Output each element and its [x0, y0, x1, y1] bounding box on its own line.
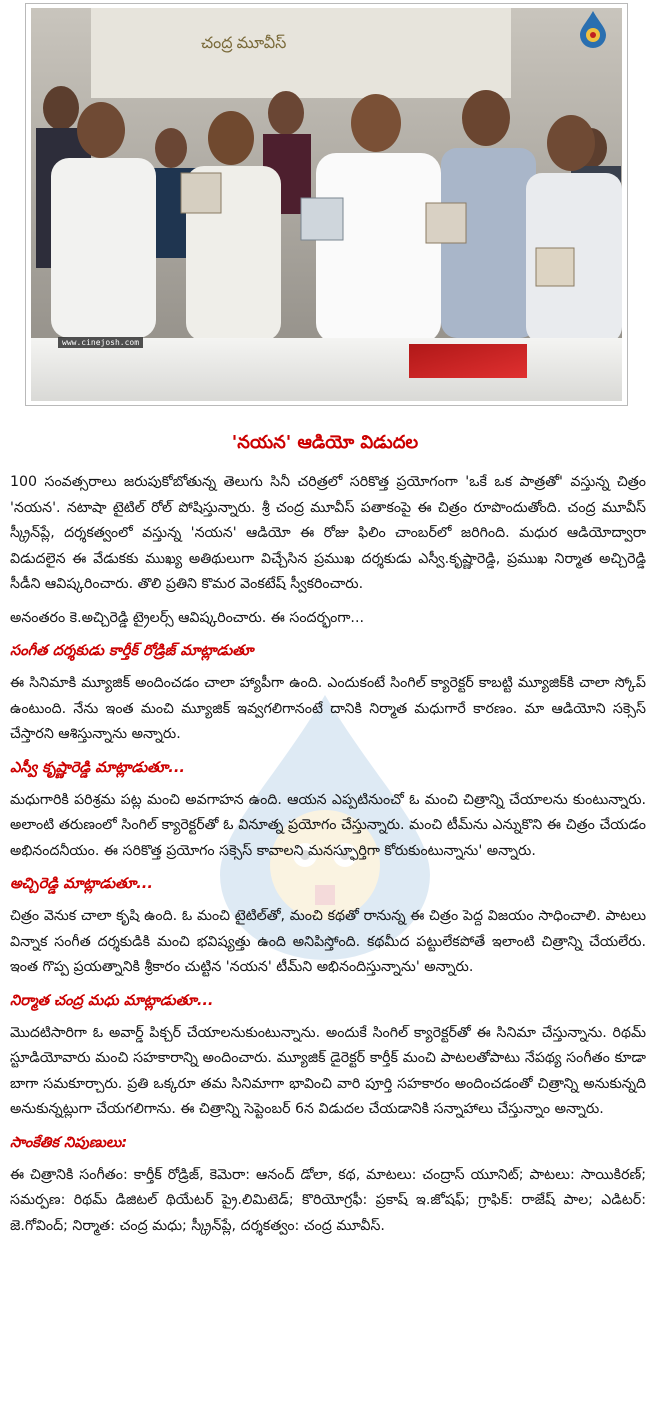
section-heading: సాంకేతిక నిపుణులు:	[10, 1133, 128, 1151]
section-heading: నిర్మాత చంద్ర మధు మాట్లాడుతూ...	[10, 991, 214, 1009]
section-paragraph: ఈ సినిమాకి మ్యూజిక్ అందించడం చాలా హ్యాపీగా ఉంది. ఎందుకంటే సింగిల్ క్యారెక్టర్ కాబట్టి మ్యూజిక్‌కి చాలా స్కోప్ ఉంటుంది. నేను ఇంత మంచి మ్యూజిక్ ఇవ్వగలిగానంటే దానికి నిర్మాత మధుగారే కారణం. మా ఆడియోని సక్సెస్ చేస్తారని ఆశిస్తున్నాను అన్నారు.	[10, 675, 646, 742]
cinejosh-logo-icon	[579, 10, 607, 48]
section-paragraph: మధుగారికి పరిశ్రమ పట్ల మంచి అవగాహన ఉంది. ఆయన ఎప్పటినుంచో ఓ మంచి చిత్రాన్ని చేయాలను కుంటున్నారు. అలాంటి తరుణంలో సింగిల్ క్యారెక్టర్‌తో ఓ వినూత్న ప్రయోగం చేస్తున్నారు. మంచి టీమ్‌ను ఎన్నుకొని ఈ చిత్రం చేయడం అభినందనీయం. ఈ సరికొత్త ప్రయోగం సక్సెస్ కావాలని మనస్ఫూర్తిగా కోరుకుంటున్నాను' అన్నారు.	[10, 791, 646, 859]
photo-frame	[25, 3, 628, 406]
transition-paragraph: అనంతరం కె.అచ్చిరెడ్డి ట్రైలర్స్ ఆవిష్కరించారు. ఈ సందర్భంగా...	[10, 609, 364, 626]
article-headline: 'నయన' ఆడియో విడుదల	[231, 432, 419, 453]
site-watermark: www.cinejosh.com	[58, 337, 143, 348]
intro-paragraph: 100 సంవత్సరాలు జరుపుకోబోతున్న తెలుగు సినీ చరిత్రలో సరికొత్త ప్రయోగంగా 'ఒకే ఒక పాత్రతో' వస్తున్న చిత్రం 'నయన'. నటాషా టైటిల్ రోల్ పోషిస్తున్నారు. శ్రీ చంద్ర మూవీస్ పతాకంపై ఈ చిత్రం రూపొందుతోంది. చంద్ర మూవీస్ స్క్రీన్‌ప్లే, దర్శకత్వంలో వస్తున్న 'నయన' ఆడియో ఈ రోజు ఫిలిం చాంబర్‌లో జరిగింది. మధుర ఆడియోద్వారా విడుదలైన ఈ వేడుకకు ముఖ్య అతిథులుగా విచ్చేసిన ప్రముఖ దర్శకుడు ఎస్వీ.కృష్ణారెడ్డి, ప్రముఖ నిర్మాత అచ్చిరెడ్డి సీడీని ఆవిష్కరించారు. తొలి ప్రతిని కొమర వెంకటేష్ స్వీకరించారు.	[10, 474, 646, 592]
section-heading: అచ్చిరెడ్డి మాట్లాడుతూ...	[10, 875, 153, 892]
article-body	[10, 470, 646, 1247]
section-heading: సంగీత దర్శకుడు కార్తీక్ రోడ్రిజ్ మాట్లాడుతూ	[10, 642, 254, 659]
section-heading: ఎస్వీ కృష్ణారెడ్డి మాట్లాడుతూ...	[10, 758, 185, 776]
section-paragraph: చిత్రం వెనుక చాలా కృషి ఉంది. ఓ మంచి టైటిల్‌తో, మంచి కథతో రానున్న ఈ చిత్రం పెద్ద విజయం సాధించాలి. పాటలు విన్నాక సంగీత దర్శకుడికి మంచి భవిష్యత్తు ఉంది అనిపిస్తోంది. కథమీద పట్టులేకపోతే ఇలాంటి చిత్రాన్ని చేయలేరు. ఇంత గొప్ప ప్రయత్నానికి శ్రీకారం చుట్టిన 'నయన' టీమ్‌ని అభినందిస్తున్నాను' అన్నారు.	[10, 908, 646, 975]
section-paragraph: మొదటిసారిగా ఓ అవార్డ్ పిక్చర్ చేయాలనుకుంటున్నాను. అందుకే సింగిల్ క్యారెక్టర్‌తో ఈ సినిమా చేస్తున్నాను. రిథమ్ స్టూడియోవారు మంచి సహకారాన్ని అందించారు. మ్యూజిక్ డైరెక్టర్ కార్తీక్ మంచి పాటలతోపాటు నేపథ్య సంగీతం కూడా బాగా సమకూర్చారు. ప్రతి ఒక్కరూ తమ సినిమాగా భావించి వారి పూర్తి సహకారం అందించడంతో చిత్రాన్ని అనుకున్నది అనుకున్నట్లుగా చేయగలిగాను. ఈ చిత్రాన్ని సెప్టెంబర్ 6న విడుదల చేయడానికి సన్నాహాలు చేస్తున్నాం అన్నారు.	[10, 1024, 646, 1117]
banner-text: చంద్ర మూవీస్	[201, 35, 287, 52]
section-paragraph: ఈ చిత్రానికి సంగీతం: కార్తీక్ రోడ్రిజ్, కెమెరా: ఆనంద్ డోలా, కథ, మాటలు: చంద్రాస్ యూనిట్; పాటలు: సాయికిరణ్; సమర్పణ: రిథమ్ డిజిటల్ థియేటర్ ప్రై.లిమిటెడ్; కొరియోగ్రఫీ: ప్రకాష్ ఇ.జోషఫ్; గ్రాఫిక్: రాజేష్ పాల; ఎడిటర్: జె.గోవింద్; నిర్మాత: చంద్ర మధు; స్క్రీన్‌ప్లే, దర్శకత్వం: చంద్ర మూవీస్.	[10, 1166, 646, 1234]
